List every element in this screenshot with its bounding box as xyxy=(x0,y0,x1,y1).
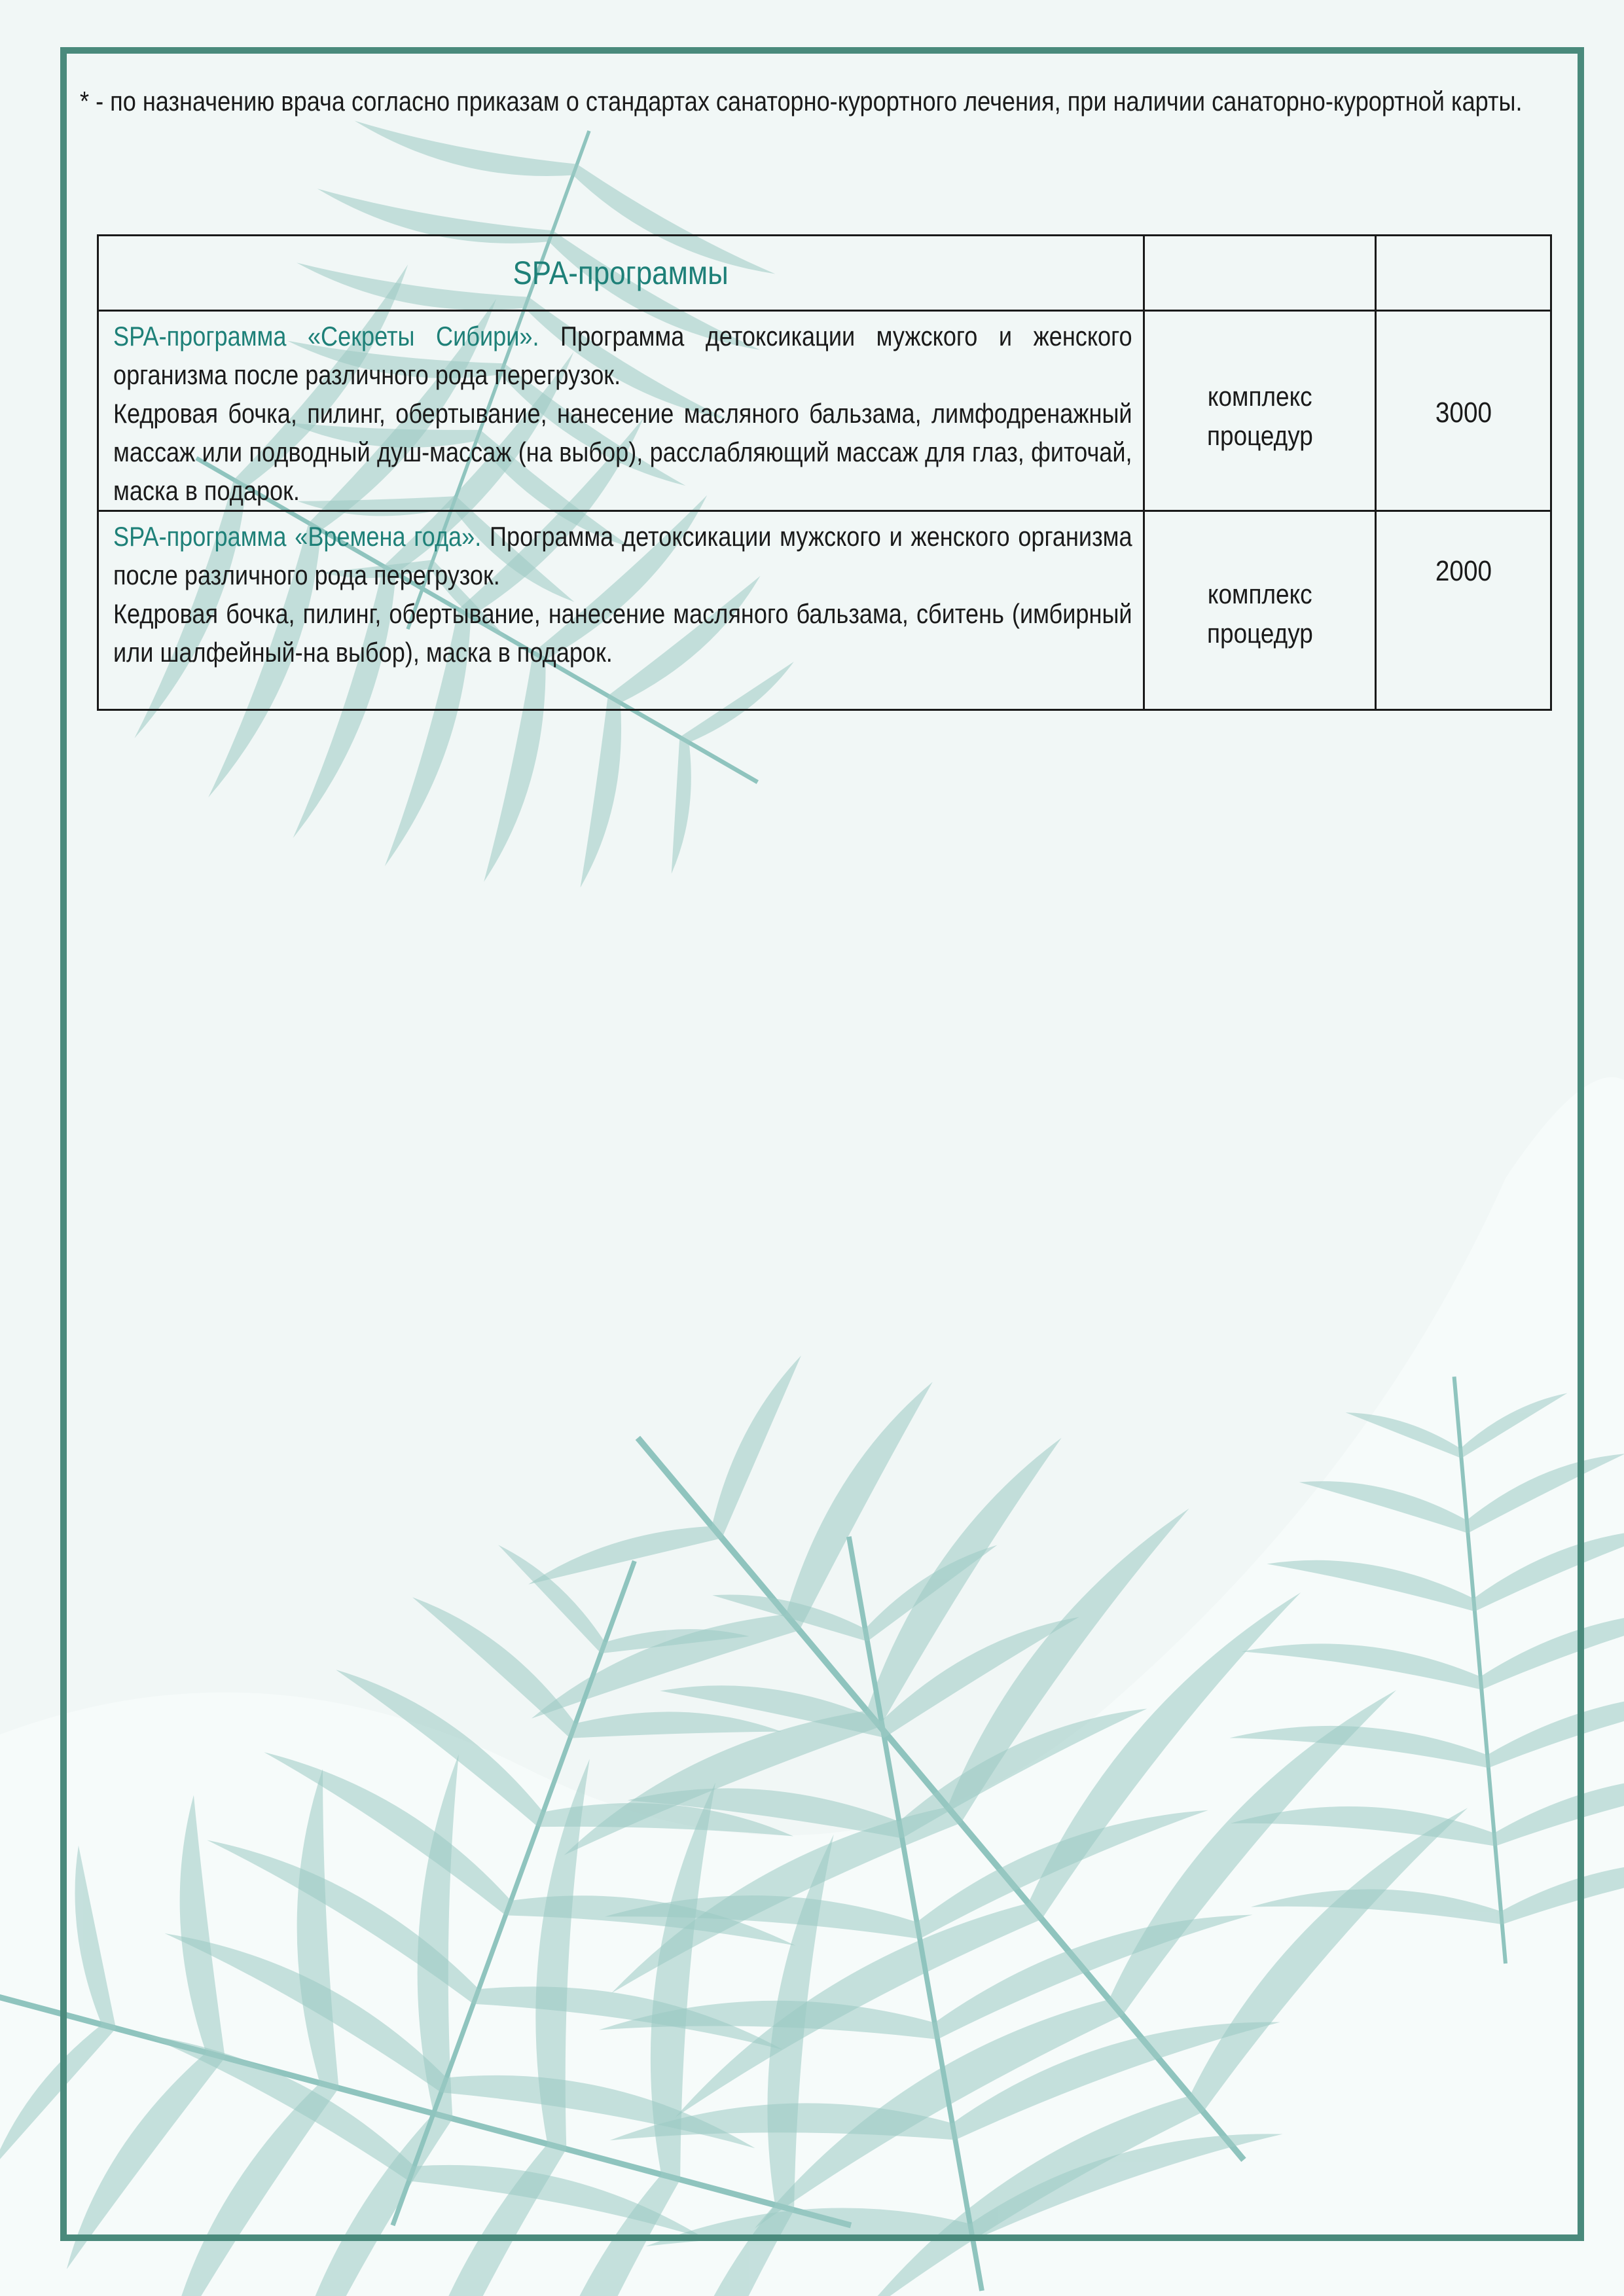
unit-line: процедур xyxy=(1206,618,1313,649)
program-details: Кедровая бочка, пилинг, обертывание, нанесение масляного бальзама, лимфодренажный массаж или подводный душ-массаж (на выбор), расслабляющий массаж для глаз, фиточай, маска в подарок. xyxy=(113,398,1132,506)
program-price xyxy=(1376,511,1551,710)
program-intro: Программа детоксикации мужского и женского организма после различного рода перегрузок. xyxy=(113,521,1132,590)
table-row xyxy=(98,511,1551,710)
program-intro: Программа детоксикации мужского и женского организма после различного рода перегрузок. xyxy=(113,321,1132,390)
unit-line: комплекс xyxy=(1207,381,1312,412)
program-details: Кедровая бочка, пилинг, обертывание, нанесение масляного бальзама, сбитень (имбирный или шалфейный-на выбор), маска в подарок. xyxy=(113,598,1132,668)
program-unit xyxy=(1144,311,1376,511)
program-name: SPA-программа «Времена года». xyxy=(113,521,482,552)
program-price xyxy=(1376,311,1551,511)
table-row xyxy=(98,311,1551,511)
program-name: SPA-программа «Секреты Сибири». xyxy=(113,321,539,351)
table-header-row xyxy=(98,236,1551,311)
spa-programs-table xyxy=(97,234,1552,711)
table-header-label: SPA-программы xyxy=(513,255,729,291)
header-empty-cell xyxy=(1376,236,1551,311)
header-empty-cell xyxy=(1144,236,1376,311)
footnote: * - по назначению врача согласно приказам о стандартах санаторно-курортного лечения, при наличии санаторно-курортной карты. xyxy=(80,86,1523,117)
unit-line: комплекс xyxy=(1207,579,1312,609)
program-description xyxy=(98,511,1144,710)
price-value: 3000 xyxy=(1435,397,1492,429)
unit-line: процедур xyxy=(1206,420,1313,451)
table-header xyxy=(98,236,1144,311)
program-unit xyxy=(1144,511,1376,710)
program-description xyxy=(98,311,1144,511)
price-value: 2000 xyxy=(1435,555,1492,587)
